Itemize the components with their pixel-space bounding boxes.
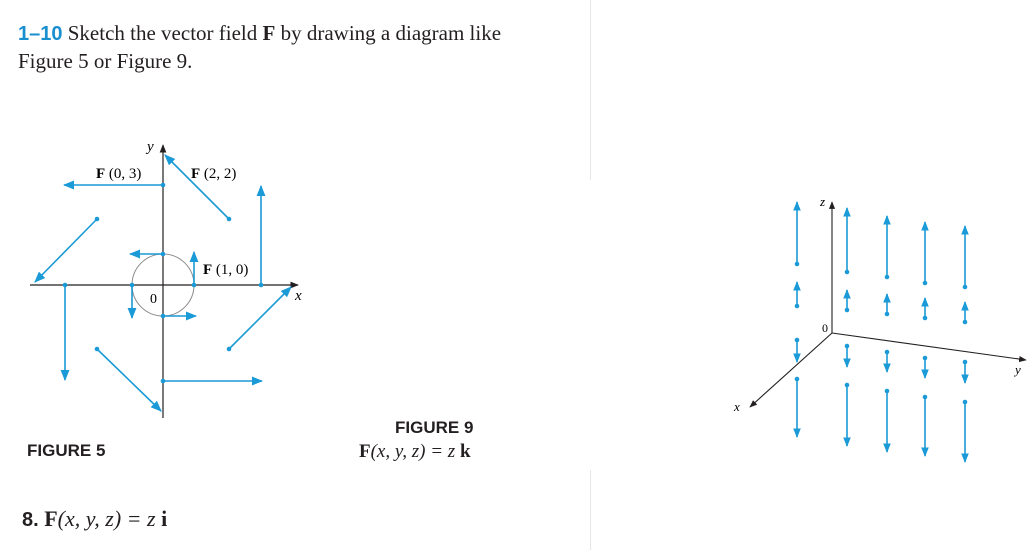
fig5-label-03: F (0, 3): [96, 166, 142, 182]
fig5-vector-dot: [161, 379, 166, 384]
fig5-vector-diag-q1: [165, 155, 229, 219]
fig5-vector-dot: [95, 347, 100, 352]
fig5-vector-dot: [161, 183, 166, 188]
fig5-vector-dot: [130, 283, 135, 288]
fig5-label-10: F (1, 0): [203, 262, 249, 278]
problem-text-1: Sketch the vector field: [67, 21, 263, 45]
exercise-8: [22, 506, 167, 532]
fig9-x-axis: [750, 333, 832, 407]
fig9-origin-label: 0: [822, 321, 828, 335]
fig5-vector-dot: [95, 217, 100, 222]
fig5-vector-diag-q4: [229, 287, 291, 349]
problem-text-line2: Figure 5 or Figure 9.: [18, 49, 193, 73]
figure9-diagram: [720, 190, 1036, 470]
problem-text-2: by drawing a diagram like: [275, 21, 502, 45]
exercise-args: (x, y, z) = z: [57, 506, 156, 531]
figure9-k: k: [459, 441, 471, 462]
figure5-diagram: [0, 0, 330, 430]
fig5-vector-dot: [63, 283, 68, 288]
fig5-origin-label: 0: [150, 292, 157, 307]
figure9-formula: [359, 441, 471, 463]
fig5-vector-diag-q3: [97, 349, 161, 411]
fig9-vectors: [795, 202, 968, 462]
fig5-vector-dot: [227, 347, 232, 352]
problem-bold-F: F: [262, 21, 276, 45]
fig5-vector-dot: [161, 252, 166, 257]
fig5-x-label: x: [295, 288, 302, 304]
exercise-F: F: [44, 506, 58, 531]
fig5-vector-dot: [259, 283, 264, 288]
divider-vertical-lower: [590, 470, 591, 550]
fig9-z-label: z: [820, 194, 826, 209]
figure9-args: (x, y, z) = z: [370, 441, 456, 462]
figure9-F: F: [359, 441, 371, 462]
fig5-label-22: F (2, 2): [191, 166, 237, 182]
fig9-y-axis: [832, 333, 1026, 360]
fig9-y-label: y: [1015, 362, 1021, 377]
figure5-caption: FIGURE 5: [27, 441, 106, 460]
fig5-vector-dot: [161, 314, 166, 319]
exercise-unit: i: [161, 506, 168, 531]
fig5-vector-dot: [227, 217, 232, 222]
figure9-caption: FIGURE 9: [395, 418, 474, 437]
fig5-vector-dot: [192, 283, 197, 288]
exercise-number: 8.: [22, 509, 39, 531]
problem-number: 1–10: [18, 23, 63, 45]
fig5-vector-diag-q2: [35, 219, 97, 282]
fig9-x-label: x: [734, 399, 740, 414]
divider-vertical: [590, 0, 591, 180]
fig5-y-label: y: [147, 139, 154, 155]
